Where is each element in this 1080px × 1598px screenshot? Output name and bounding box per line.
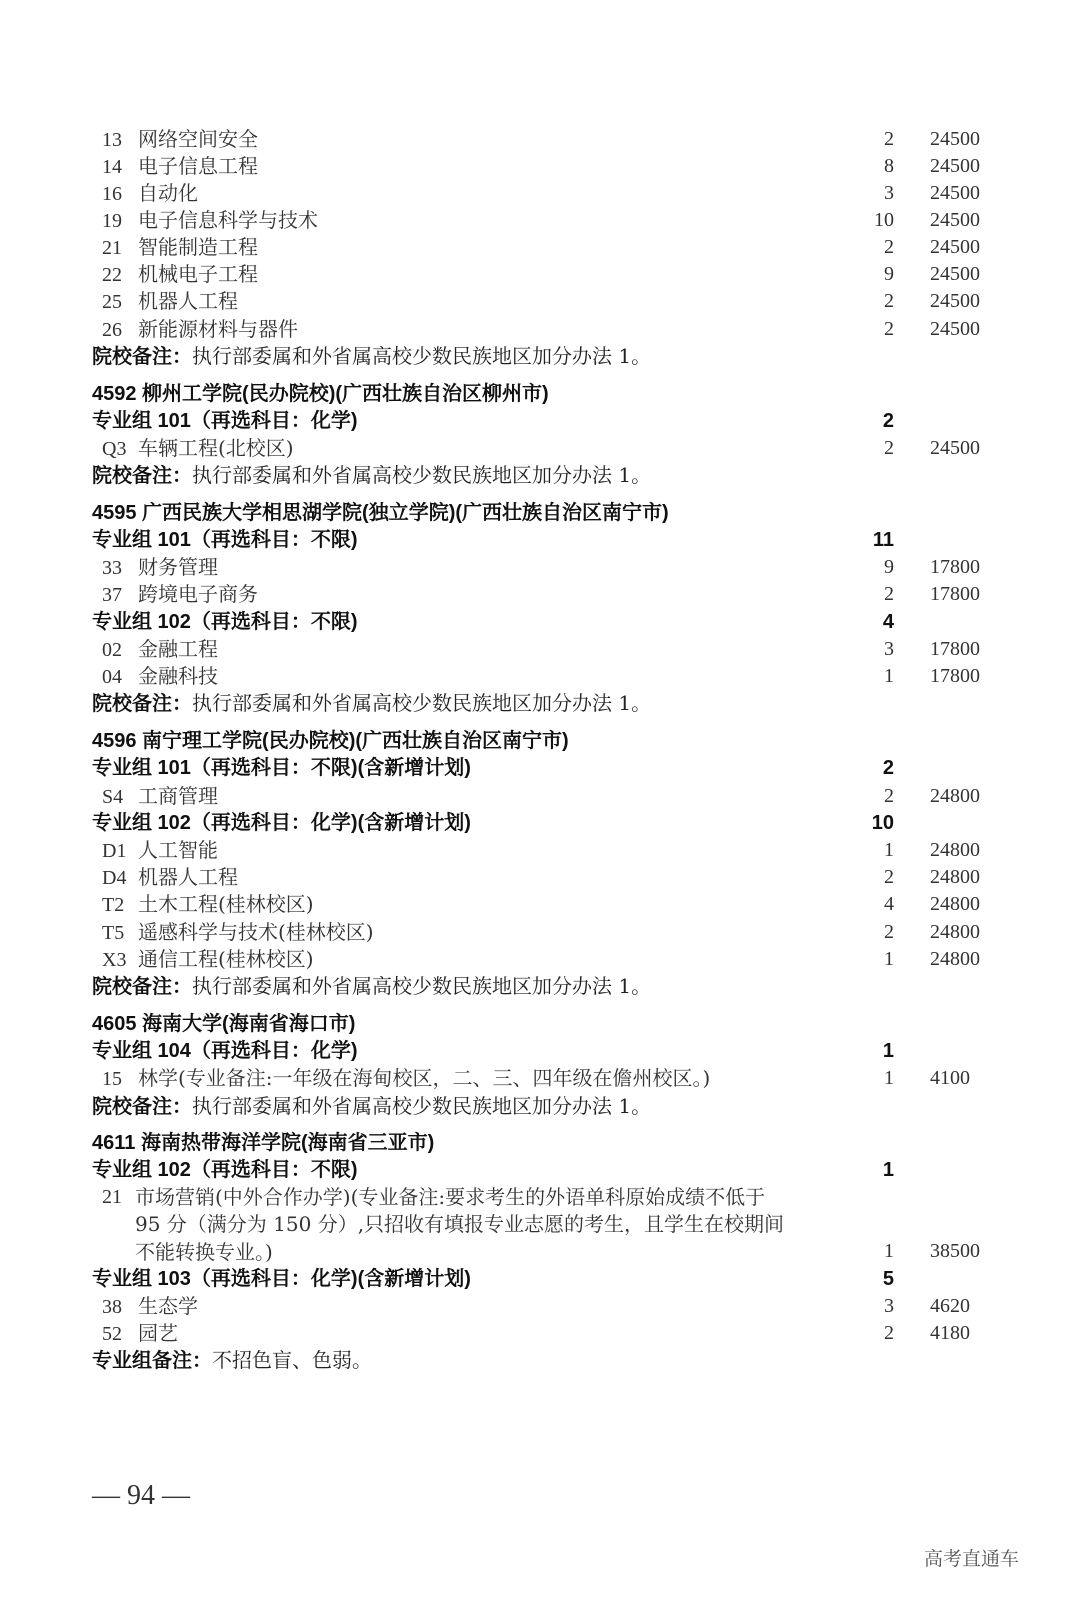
major-row: Q3 车辆工程(北校区) 2 24500: [102, 436, 980, 460]
major-row: D4 机器人工程 2 24800: [102, 865, 980, 889]
school-note: 院校备注：执行部委属和外省属高校少数民族地区加分办法 1。: [92, 344, 652, 368]
school-header: 4605 海南大学(海南省海口市): [92, 1013, 356, 1035]
school-header: 4592 柳州工学院(民办院校)(广西壮族自治区柳州市): [92, 383, 549, 405]
school-note: 院校备注：执行部委属和外省属高校少数民族地区加分办法 1。: [92, 974, 652, 998]
group-note: 专业组备注：不招色盲、色弱。: [92, 1348, 372, 1372]
major-row: 04 金融科技 1 17800: [102, 664, 980, 688]
major-row: 37 跨境电子商务 2 17800: [102, 582, 980, 606]
major-row: T5 遥感科学与技术(桂林校区) 2 24800: [102, 920, 980, 944]
major-group-header: 专业组 104（再选科目：化学) 1: [92, 1040, 894, 1062]
school-header: 4611 海南热带海洋学院(海南省三亚市): [92, 1132, 435, 1154]
major-row: 26 新能源材料与器件 2 24500: [102, 317, 980, 341]
major-row: 22 机械电子工程 9 24500: [102, 262, 980, 286]
major-group-header: 专业组 101（再选科目：化学) 2: [92, 410, 894, 432]
major-group-header: 专业组 101（再选科目：不限)(含新增计划) 2: [92, 757, 894, 779]
major-group-header: 专业组 102（再选科目：不限) 1: [92, 1159, 894, 1181]
major-row: S4 工商管理 2 24800: [102, 784, 980, 808]
major-row: 33 财务管理 9 17800: [102, 555, 980, 579]
page-number: — 94 —: [92, 1480, 190, 1511]
major-row: 38 生态学 3 4620: [102, 1294, 970, 1318]
major-row: 19 电子信息科学与技术 10 24500: [102, 208, 980, 232]
major-row: 21 智能制造工程 2 24500: [102, 235, 980, 259]
major-group-header: 专业组 101（再选科目：不限) 11: [92, 529, 894, 551]
major-group-header: 专业组 103（再选科目：化学)(含新增计划) 5: [92, 1268, 894, 1290]
school-header: 4595 广西民族大学相思湖学院(独立学院)(广西壮族自治区南宁市): [92, 502, 669, 524]
major-row: 16 自动化 3 24500: [102, 181, 980, 205]
major-row: 21 市场营销(中外合作办学)(专业备注:要求考生的外语单科原始成绩不低于 95 分（满分为 150 分）,只招收有填报专业志愿的考生，且学生在校期间不能转换专业。) 1 38500: [102, 1185, 980, 1264]
school-note: 院校备注：执行部委属和外省属高校少数民族地区加分办法 1。: [92, 691, 652, 715]
major-row: 52 园艺 2 4180: [102, 1321, 970, 1345]
school-note: 院校备注：执行部委属和外省属高校少数民族地区加分办法 1。: [92, 463, 652, 487]
major-row: 13 网络空间安全 2 24500: [102, 127, 980, 151]
major-group-header: 专业组 102（再选科目：不限) 4: [92, 611, 894, 633]
watermark: 高考直通车: [924, 1548, 1020, 1570]
major-row: 14 电子信息工程 8 24500: [102, 154, 980, 178]
major-row: X3 通信工程(桂林校区) 1 24800: [102, 947, 980, 971]
school-header: 4596 南宁理工学院(民办院校)(广西壮族自治区南宁市): [92, 730, 569, 752]
major-row: D1 人工智能 1 24800: [102, 838, 980, 862]
major-row: T2 土木工程(桂林校区) 4 24800: [102, 892, 980, 916]
major-row: 25 机器人工程 2 24500: [102, 289, 980, 313]
major-row: 02 金融工程 3 17800: [102, 637, 980, 661]
school-note: 院校备注：执行部委属和外省属高校少数民族地区加分办法 1。: [92, 1094, 652, 1118]
major-row: 15 林学(专业备注:一年级在海甸校区，二、三、四年级在儋州校区。) 1 4100: [102, 1066, 970, 1090]
major-group-header: 专业组 102（再选科目：化学)(含新增计划) 10: [92, 812, 894, 834]
